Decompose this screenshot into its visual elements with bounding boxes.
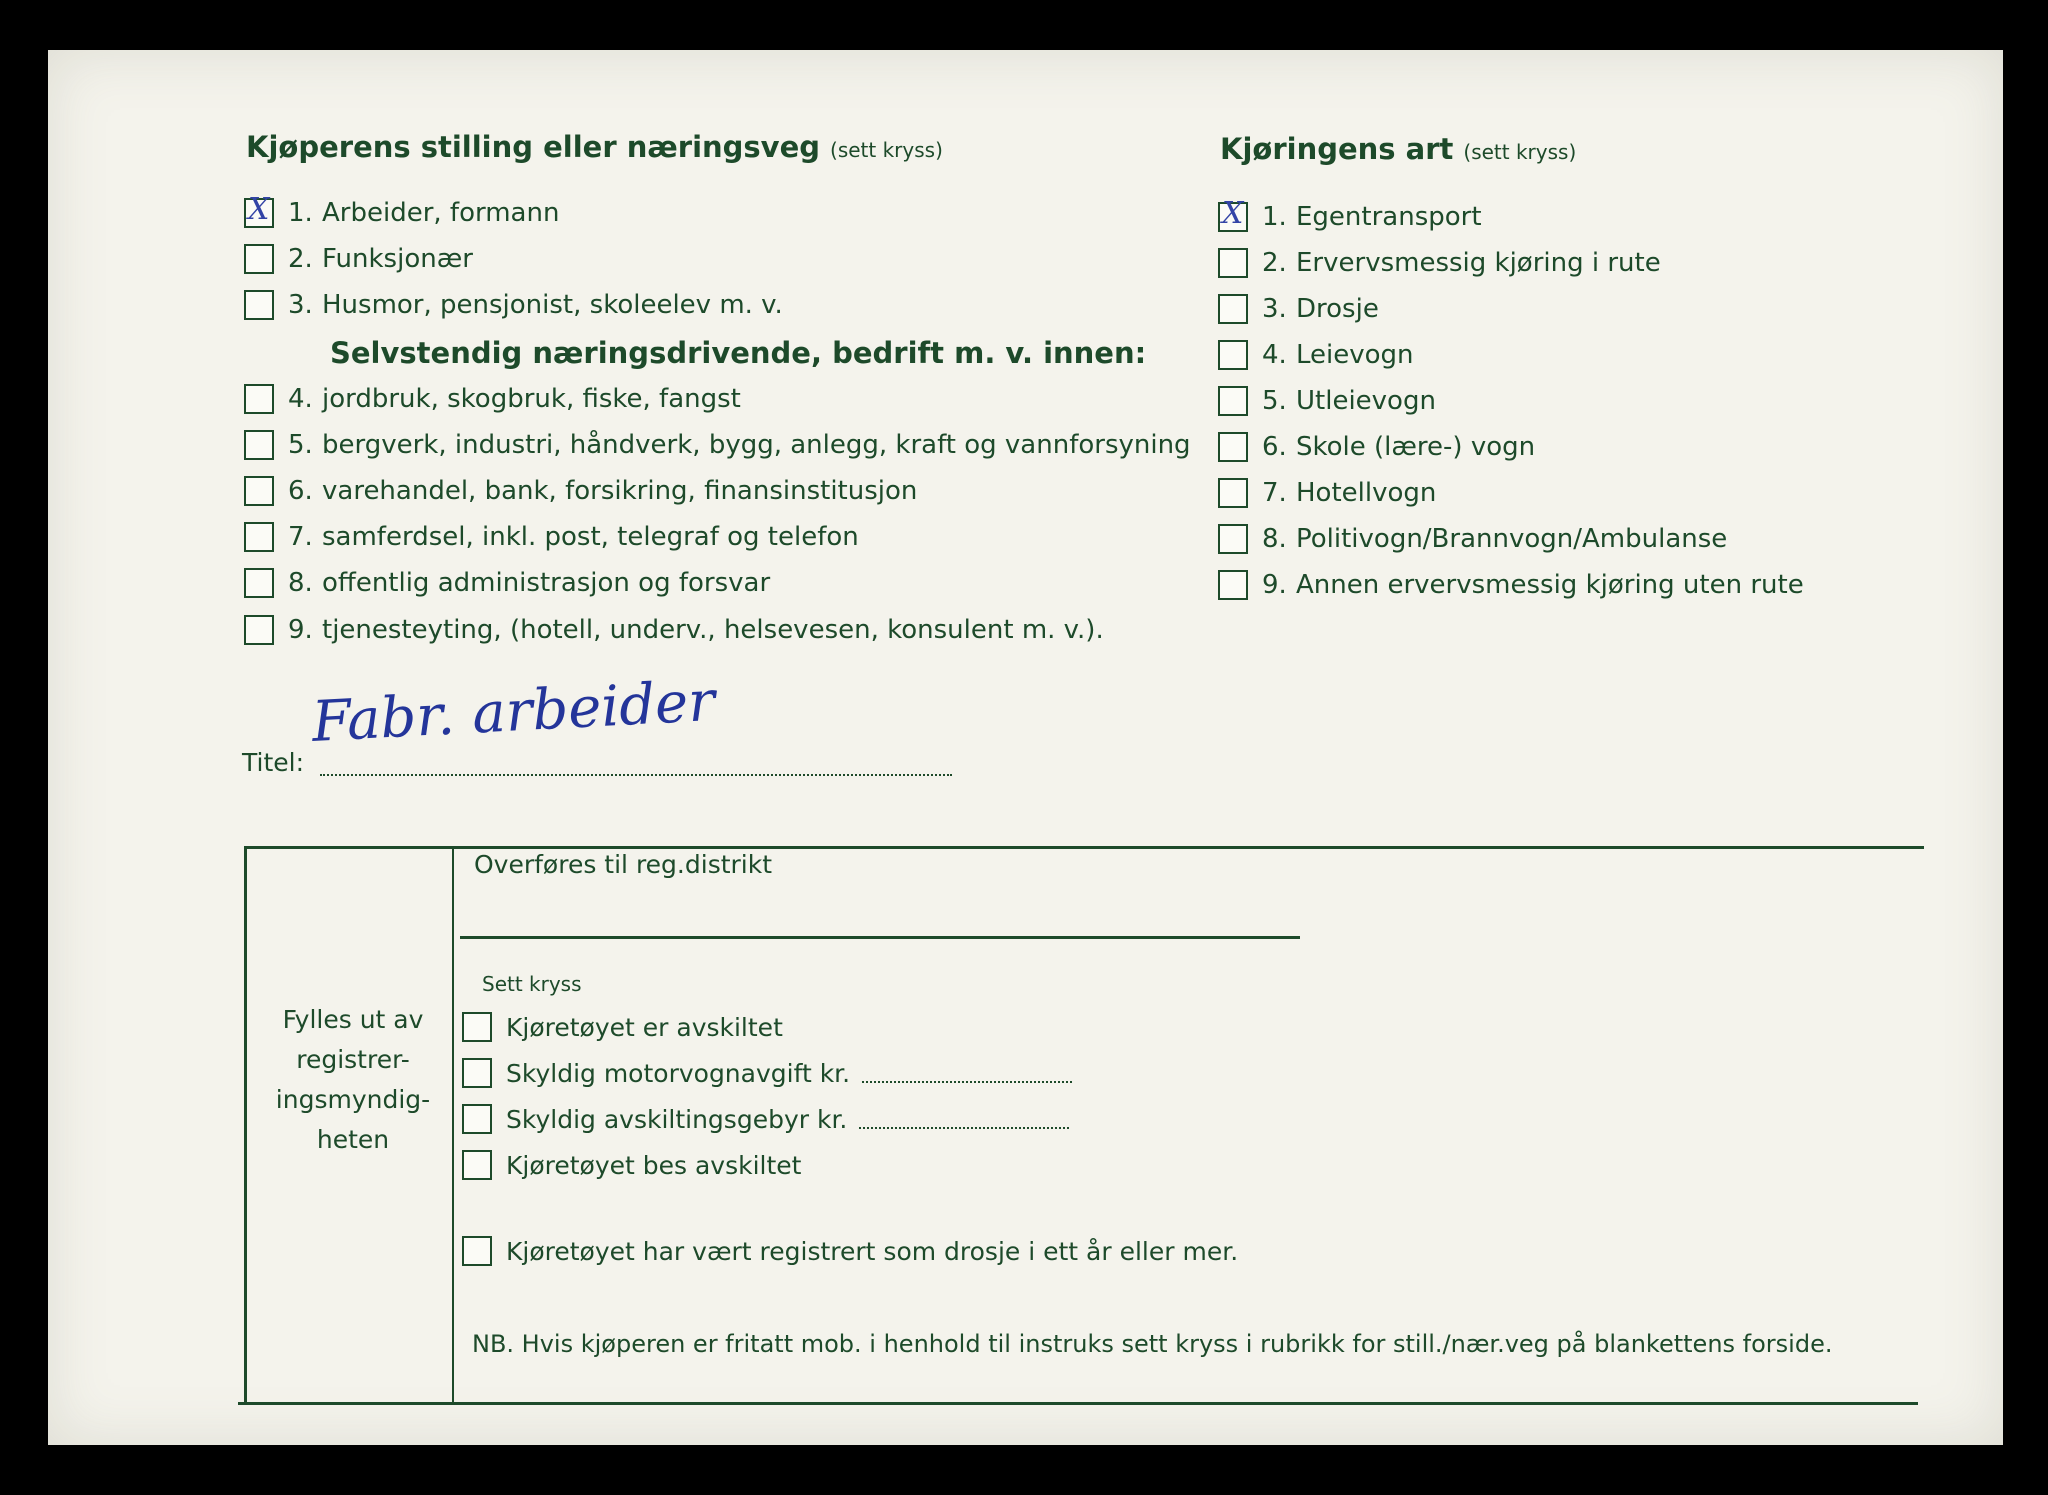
occupation-option-5[interactable] [244, 430, 1191, 460]
registry-bottom-border [238, 1402, 1918, 1405]
checkbox-motorvognavgift[interactable] [462, 1058, 492, 1088]
driving-option-9[interactable] [1218, 570, 1804, 600]
registry-check-3[interactable] [462, 1104, 1069, 1134]
option-number: 2. [1262, 248, 1287, 278]
driving-option-7[interactable] [1218, 478, 1436, 508]
checkbox-driving-3[interactable] [1218, 294, 1248, 324]
registry-side-label: Fylles ut av registrer- ingsmyndig- heten [275, 1005, 431, 1154]
registry-left-border [244, 846, 247, 1402]
occupation-option-4[interactable] [244, 384, 741, 414]
option-label: Utleievogn [1296, 386, 1436, 416]
option-number: 1. [288, 198, 313, 228]
driving-type-title-text: Kjøringens art [1220, 132, 1454, 166]
option-label: tjenesteyting, (hotell, underv., helsevesen, konsulent m. v.). [322, 615, 1104, 645]
option-label: Hotellvogn [1296, 478, 1437, 508]
checkbox-occupation-7[interactable] [244, 522, 274, 552]
option-number: 3. [288, 290, 313, 320]
titel-handwritten-value[interactable]: Fabr. arbeider [310, 668, 717, 755]
checkbox-driving-8[interactable] [1218, 524, 1248, 554]
transfer-district-label: Overføres til reg.distrikt [474, 850, 773, 879]
option-number: 1. [1262, 202, 1287, 232]
option-number: 3. [1262, 294, 1287, 324]
driving-option-8[interactable] [1218, 524, 1727, 554]
check-mark: X [248, 192, 270, 227]
option-label: samferdsel, inkl. post, telegraf og telefon [322, 522, 859, 552]
checkbox-driving-5[interactable] [1218, 386, 1248, 416]
option-number: 6. [1262, 432, 1287, 462]
option-label: Annen ervervsmessig kjøring uten rute [1296, 570, 1804, 600]
check-mark: X [1222, 196, 1244, 231]
checkbox-occupation-2[interactable] [244, 244, 274, 274]
checkbox-bes-avskiltet[interactable] [462, 1150, 492, 1180]
checkbox-occupation-1[interactable] [244, 192, 274, 228]
check-label: Kjøretøyet er avskiltet [506, 1012, 783, 1042]
option-number: 4. [288, 384, 313, 414]
option-number: 9. [1262, 570, 1287, 600]
transfer-underline [460, 936, 1300, 939]
occupation-option-3[interactable] [244, 290, 783, 320]
option-label: Funksjonær [322, 244, 473, 274]
nb-note: NB. Hvis kjøperen er fritatt mob. i henhold til instruks sett kryss i rubrikk for still./nær.veg på blankettens forside. [472, 1330, 1833, 1358]
registry-sett-kryss: Sett kryss [482, 972, 582, 996]
driving-option-6[interactable] [1218, 432, 1535, 462]
checkbox-driving-6[interactable] [1218, 432, 1248, 462]
option-number: 8. [1262, 524, 1287, 554]
registry-divider [452, 846, 454, 1402]
driving-option-1[interactable] [1218, 196, 1482, 232]
checkbox-occupation-9[interactable] [244, 615, 274, 645]
checkbox-driving-1[interactable] [1218, 196, 1248, 232]
registry-check-4[interactable] [462, 1150, 801, 1180]
check-label: Skyldig motorvognavgift kr. [506, 1058, 851, 1088]
occupation-option-7[interactable] [244, 522, 859, 552]
option-number: 7. [1262, 478, 1287, 508]
option-label: Arbeider, formann [322, 198, 560, 228]
driving-option-2[interactable] [1218, 248, 1661, 278]
option-label: offentlig administrasjon og forsvar [322, 568, 771, 598]
driving-type-title [1220, 132, 1576, 166]
occupation-option-9[interactable] [244, 615, 1104, 645]
form-sheet [48, 50, 2003, 1445]
checkbox-occupation-6[interactable] [244, 476, 274, 506]
buyer-occupation-title-text: Kjøperens stilling eller næringsveg [246, 130, 821, 164]
option-label: Ervervsmessig kjøring i rute [1296, 248, 1661, 278]
option-label: Politivogn/Brannvogn/Ambulanse [1296, 524, 1728, 554]
drosje-check[interactable] [462, 1236, 1238, 1266]
driving-option-3[interactable] [1218, 294, 1379, 324]
option-label: Drosje [1296, 294, 1379, 324]
check-label: Kjøretøyet har vært registrert som drosje i ett år eller mer. [506, 1236, 1239, 1266]
registry-top-border [244, 846, 1924, 849]
driving-option-5[interactable] [1218, 386, 1436, 416]
amount-dotted-line[interactable] [862, 1063, 1072, 1083]
option-number: 2. [288, 244, 313, 274]
option-number: 5. [1262, 386, 1287, 416]
checkbox-driving-7[interactable] [1218, 478, 1248, 508]
checkbox-occupation-3[interactable] [244, 290, 274, 320]
checkbox-driving-2[interactable] [1218, 248, 1248, 278]
checkbox-driving-4[interactable] [1218, 340, 1248, 370]
option-label: Egentransport [1296, 202, 1482, 232]
option-number: 7. [288, 522, 313, 552]
titel-label: Titel: [242, 748, 304, 777]
driving-type-note: (sett kryss) [1463, 140, 1577, 164]
option-number: 8. [288, 568, 313, 598]
buyer-occupation-note: (sett kryss) [830, 138, 943, 162]
registry-check-1[interactable] [462, 1012, 783, 1042]
option-number: 6. [288, 476, 313, 506]
checkbox-occupation-4[interactable] [244, 384, 274, 414]
option-number: 4. [1262, 340, 1287, 370]
self-employed-subheading: Selvstendig næringsdrivende, bedrift m. v. innen: [330, 336, 1147, 370]
checkbox-avskiltingsgebyr[interactable] [462, 1104, 492, 1134]
amount-dotted-line[interactable] [859, 1109, 1069, 1129]
occupation-option-1[interactable] [244, 192, 560, 228]
titel-dotted-line [320, 774, 952, 776]
option-label: Leievogn [1296, 340, 1414, 370]
checkbox-occupation-8[interactable] [244, 568, 274, 598]
option-label: jordbruk, skogbruk, fiske, fangst [322, 384, 741, 414]
occupation-option-2[interactable] [244, 244, 473, 274]
option-label: bergverk, industri, håndverk, bygg, anlegg, kraft og vannforsyning [322, 430, 1191, 460]
check-label: Skyldig avskiltingsgebyr kr. [506, 1104, 848, 1134]
checkbox-occupation-5[interactable] [244, 430, 274, 460]
occupation-option-6[interactable] [244, 476, 917, 506]
checkbox-driving-9[interactable] [1218, 570, 1248, 600]
check-label: Kjøretøyet bes avskiltet [506, 1150, 802, 1180]
option-label: varehandel, bank, forsikring, finansinstitusjon [322, 476, 918, 506]
option-label: Skole (lære-) vogn [1296, 432, 1536, 462]
driving-option-4[interactable] [1218, 340, 1414, 370]
option-number: 9. [288, 615, 313, 645]
option-label: Husmor, pensjonist, skoleelev m. v. [322, 290, 783, 320]
buyer-occupation-title [246, 130, 943, 164]
option-number: 5. [288, 430, 313, 460]
registry-check-2[interactable] [462, 1058, 1072, 1088]
checkbox-drosje-history[interactable] [462, 1236, 492, 1266]
occupation-option-8[interactable] [244, 568, 770, 598]
checkbox-avskiltet[interactable] [462, 1012, 492, 1042]
